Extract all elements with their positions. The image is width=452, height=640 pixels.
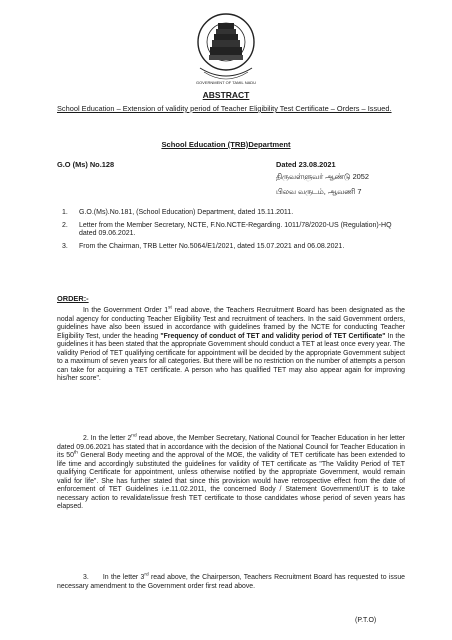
para2-superscript-a: nd — [131, 433, 137, 439]
para3-text-b: read above, the Chairperson, Teachers Recruitment Board has requested to issue necessary amendment to the Government order first read above. — [57, 574, 405, 590]
order-paragraph-2 — [57, 435, 405, 512]
para1-text-b: read above, the Teachers Recruitment Board has been designated as the nodal agency for conducting Teacher Eligibility Test and recruitment of teachers. In the said Government orders, guidelines have also been issued in accordance with guidelines framed by the NCTE for conducting Teacher Eligibility Test, under the heading — [57, 307, 405, 340]
reference-number: 2. — [62, 221, 68, 229]
reference-text: From the Chairman, TRB Letter No.5064/E1/2021, dated 15.07.2021 and 06.08.2021. — [79, 242, 345, 250]
order-heading: ORDER:- — [57, 294, 89, 303]
reference-text: G.O.(Ms).No.181, (School Education) Department, dated 15.11.2011. — [79, 209, 294, 216]
subject-line: School Education – Extension of validity period of Teacher Eligibility Test Certificate – Orders – Issued. — [57, 104, 392, 113]
reference-item — [62, 222, 392, 239]
para3-text-a: 3. In the letter 3 — [83, 574, 145, 581]
order-paragraph-3 — [57, 574, 405, 591]
page-turn-over-note: (P.T.O) — [355, 617, 377, 624]
reference-item — [62, 243, 392, 252]
svg-text:GOVERNMENT OF TAMIL NADU: GOVERNMENT OF TAMIL NADU — [196, 80, 256, 85]
reference-item — [62, 209, 392, 218]
para1-text-a: In the Government Order 1 — [83, 307, 169, 314]
references-list — [62, 209, 392, 255]
date-line: Dated 23.08.2021 — [276, 160, 336, 169]
tamil-month: பிலவ வருடம், ஆவணி 7 — [276, 187, 362, 196]
para2-text-c: General Body meeting and the approval of the MOE, the validity of TET certificate has been extended to life time and accordingly substituted the guidelines for validity of TET certificate as "The Validity Period of TET qualifying Certificate for appointment, unless otherwise notified by the appropriate Government, would remain valid for life". She has further stated that since this provision would have retrospective effect from the date of enforcement of TET Guidelines i.e.11.02.2011, the concerned Body / Statement Government/UT is to take necessary action to revalidate/issue fresh TET certificate to those candidates whose period of seven years has elapsed. — [57, 452, 405, 511]
reference-text: Letter from the Member Secretary, NCTE, F.No.NCTE-Regarding. 1011/78/2020-US (Regulation)-HQ dated 09.06.2021. — [79, 221, 392, 238]
para1-superscript: st — [168, 305, 172, 311]
para2-text-a: 2. In the letter 2 — [83, 435, 132, 442]
order-paragraph-1 — [57, 307, 405, 384]
tamil-year: திருவள்ளுவர் ஆண்டு 2052 — [276, 172, 370, 181]
para3-superscript: rd — [144, 572, 149, 578]
tamil-nadu-emblem-icon — [196, 6, 256, 88]
go-number: G.O (Ms) No.128 — [57, 160, 115, 169]
para1-bold-heading: "Frequency of conduct of TET and validity period of TET Certificate" — [160, 332, 386, 340]
para1-text-c: In the guidelines it has been stated that the appropriate Government should conduct a TET at least once every year. The validity Period of TET qualifying certificate for appointment will be decided by the appropriate Government subject to a maximum of seven years for all categories. But there will be no restriction on the number of attempts a person can take for acquiring a TET certificate. A person who has qualified TET may also appear again for improving his/her score". — [57, 332, 406, 383]
document-title: ABSTRACT — [202, 90, 250, 100]
para2-superscript-b: th — [73, 450, 78, 456]
reference-number: 1. — [62, 209, 68, 216]
department-heading: School Education (TRB)Department — [161, 140, 291, 149]
reference-number: 3. — [62, 242, 68, 250]
para2-text-b: read above, the Member Secretary, National Council for Teacher Education in her letter dated 09.06.2021 has stated that in accordance with the decision of the National Council for Teacher Education in its 50 — [57, 435, 405, 460]
